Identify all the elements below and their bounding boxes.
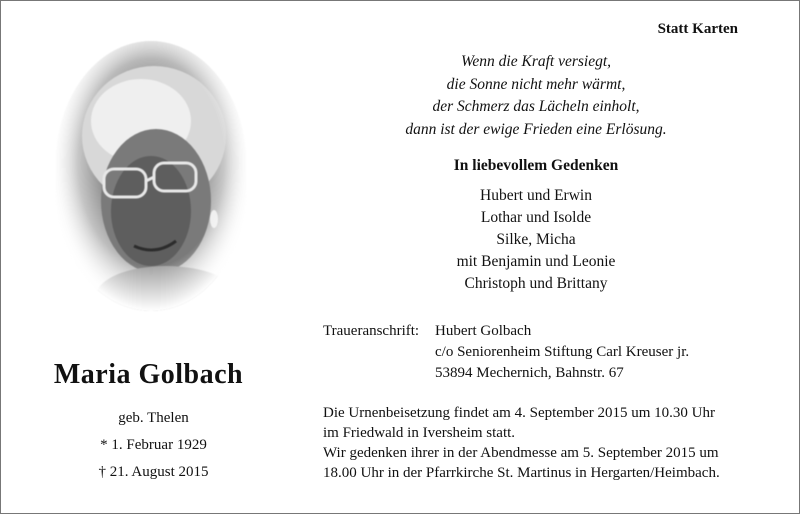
address-line: Hubert Golbach (435, 323, 532, 339)
header-label: Statt Karten (657, 21, 738, 37)
notice-line: Die Urnenbeisetzung findet am 4. September 2015 um 10.30 Uhr (323, 405, 715, 421)
mourning-address (323, 321, 689, 384)
poem-line: der Schmerz das Lächeln einholt, (432, 98, 640, 115)
notice-line: im Friedwald in Iversheim statt. (323, 425, 516, 441)
portrait-illustration (56, 41, 246, 311)
deceased-name: Maria Golbach (53, 359, 244, 390)
poem (331, 51, 741, 141)
poem-line: die Sonne nicht mehr wärmt, (446, 75, 626, 93)
birth-name: geb. Thelen (118, 410, 189, 426)
memorial-heading: In liebevollem Gedenken (453, 157, 619, 174)
family-line: mit Benjamin und Leonie (456, 253, 616, 270)
family-line: Silke, Micha (496, 231, 576, 248)
notice-line: 18.00 Uhr in der Pfarrkirche St. Martinus in Hergarten/Heimbach. (323, 465, 720, 481)
family-line: Hubert und Erwin (480, 187, 592, 204)
notice-line: Wir gedenken ihrer in der Abendmesse am 5. September 2015 um (323, 445, 719, 461)
poem-line: dann ist der ewige Frieden eine Erlösung. (405, 120, 667, 138)
birth-date: * 1. Februar 1929 (100, 437, 207, 453)
poem-line: Wenn die Kraft versiegt, (460, 53, 612, 70)
portrait-photo (56, 41, 246, 311)
family-list (331, 185, 741, 295)
address-lines (435, 321, 689, 384)
family-line: Lothar und Isolde (480, 209, 592, 226)
address-label: Traueranschrift: (323, 323, 420, 339)
life-dates (1, 405, 306, 486)
death-date: † 21. August 2015 (98, 464, 209, 480)
funeral-notice (323, 403, 763, 483)
address-line: 53894 Mechernich, Bahnstr. 67 (435, 365, 624, 381)
address-line: c/o Seniorenheim Stiftung Carl Kreuser jr. (435, 344, 690, 360)
family-line: Christoph und Brittany (464, 275, 608, 292)
